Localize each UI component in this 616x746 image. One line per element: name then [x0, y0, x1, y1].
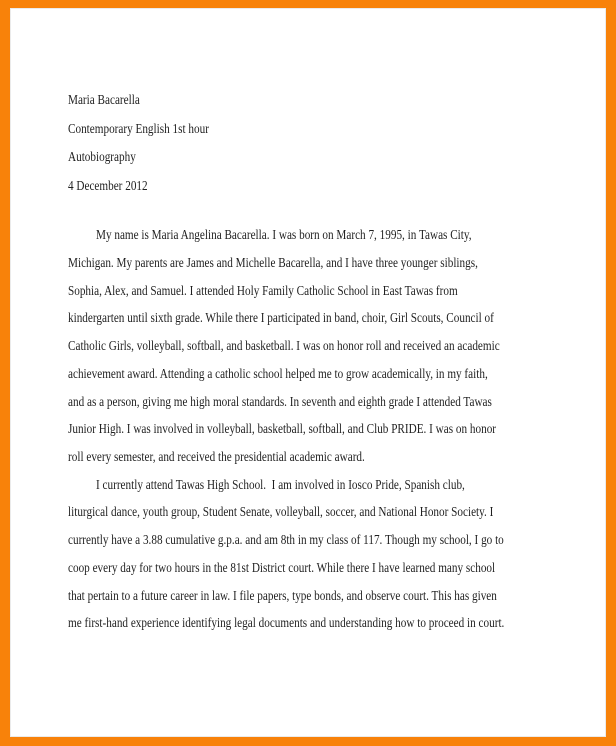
- essay-line: roll every semester, and received the presidential academic award.: [68, 450, 365, 465]
- essay-line: liturgical dance, youth group, Student Senate, volleyball, soccer, and National Honor Society. I: [68, 505, 494, 521]
- essay-paragraph-1: [68, 222, 612, 471]
- essay-paragraph-2: [68, 472, 612, 638]
- document-page: [10, 8, 606, 737]
- essay-heading-block: [68, 87, 612, 201]
- essay-line: Michigan. My parents are James and Michelle Bacarella, and I have three younger siblings,: [68, 256, 478, 272]
- essay-line: achievement award. Attending a catholic school helped me to grow academically, in my faith,: [68, 366, 488, 382]
- essay-line: coop every day for two hours in the 81st District court. While there I have learned many school: [68, 560, 496, 576]
- essay-line: and as a person, giving me high moral standards. In seventh and eighth grade I attended Tawas: [68, 394, 492, 410]
- essay-line: Sophia, Alex, and Samuel. I attended Holy Family Catholic School in East Tawas from: [68, 283, 458, 299]
- essay-line: My name is Maria Angelina Bacarella. I was born on March 7, 1995, in Tawas City,: [96, 228, 472, 244]
- essay-content: [68, 87, 612, 638]
- essay-line: me first-hand experience identifying legal documents and understanding how to proceed in court.: [68, 616, 505, 632]
- heading-course-line: Contemporary English 1st hour: [68, 121, 209, 137]
- essay-line: that pertain to a future career in law. I file papers, type bonds, and observe court. This has given: [68, 588, 497, 604]
- essay-line: Junior High. I was involved in volleyball, basketball, softball, and Club PRIDE. I was on honor: [68, 422, 497, 438]
- essay-line: I currently attend Tawas High School. I am involved in Iosco Pride, Spanish club,: [96, 477, 465, 493]
- essay-line: kindergarten until sixth grade. While there I participated in band, choir, Girl Scouts, Council of: [68, 311, 494, 327]
- heading-assignment-line: Autobiography: [68, 150, 136, 166]
- heading-date-line: 4 December 2012: [68, 178, 148, 194]
- essay-line: currently have a 3.88 cumulative g.p.a. and am 8th in my class of 117. Though my school, I go to: [68, 533, 504, 549]
- essay-line: Catholic Girls, volleyball, softball, and basketball. I was on honor roll and received an academic: [68, 339, 500, 355]
- heading-author-line: Maria Bacarella: [68, 93, 140, 108]
